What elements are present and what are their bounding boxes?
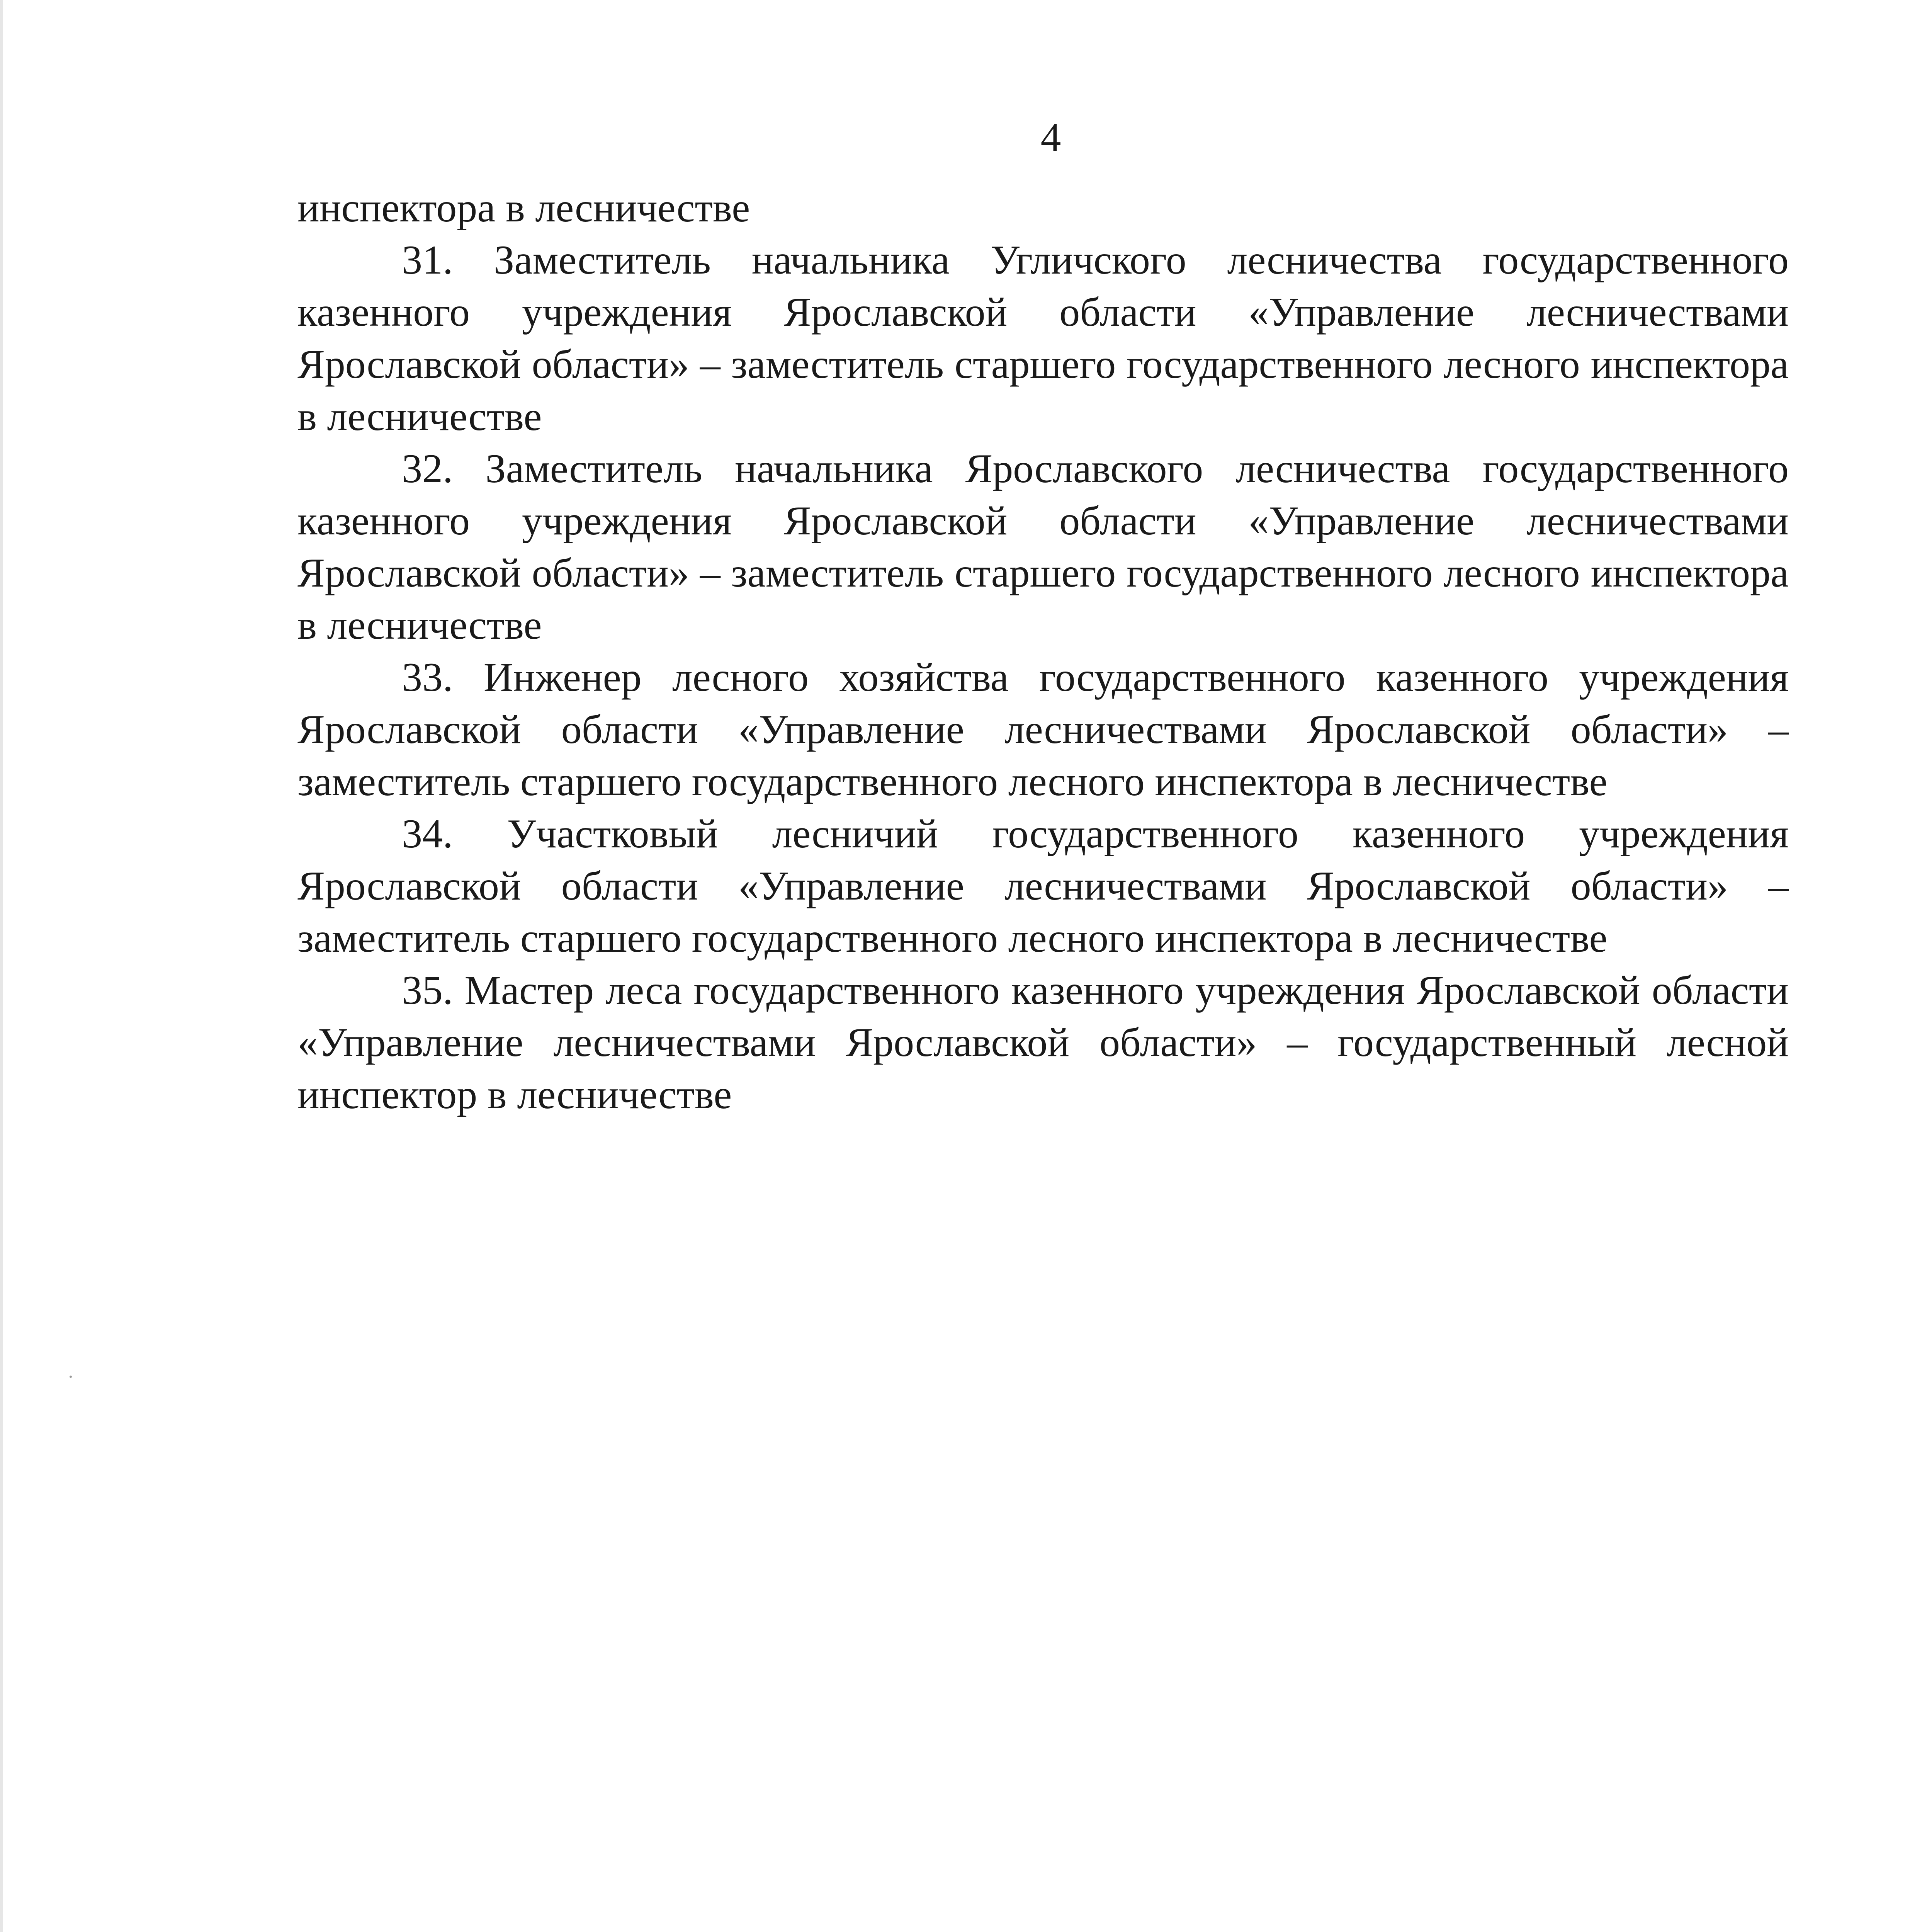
- scan-speck: [70, 1376, 72, 1378]
- list-item-34: 34. Участковый лесничий государственного казенного учреждения Ярославской области «Управление лесничествами Ярославской области» – заместитель старшего государственного лесного инспектора в лесничестве: [297, 811, 1789, 961]
- list-item-32: 32. Заместитель начальника Ярославского лесничества государственного казенного учреждения Ярославской области «Управление лесничествами Ярославской области» – заместитель старшего государственного лесного инспектора в лесничестве: [297, 446, 1789, 648]
- page-number: 4: [1040, 115, 1061, 160]
- scan-edge: [0, 0, 3, 1932]
- document-body: [297, 182, 1789, 1121]
- list-item-35: 35. Мастер леса государственного казенного учреждения Ярославской области «Управление лесничествами Ярославской области» – государственный лесной инспектор в лесничестве: [297, 968, 1789, 1117]
- list-item-31: 31. Заместитель начальника Угличского лесничества государственного казенного учреждения Ярославской области «Управление лесничествами Ярославской области» – заместитель старшего государственного лесного инспектора в лесничестве: [297, 237, 1789, 439]
- list-item-33: 33. Инженер лесного хозяйства государственного казенного учреждения Ярославской области «Управление лесничествами Ярославской области» – заместитель старшего государственного лесного инспектора в лесничестве: [297, 655, 1789, 804]
- continuation-paragraph: инспектора в лесничестве: [297, 185, 750, 230]
